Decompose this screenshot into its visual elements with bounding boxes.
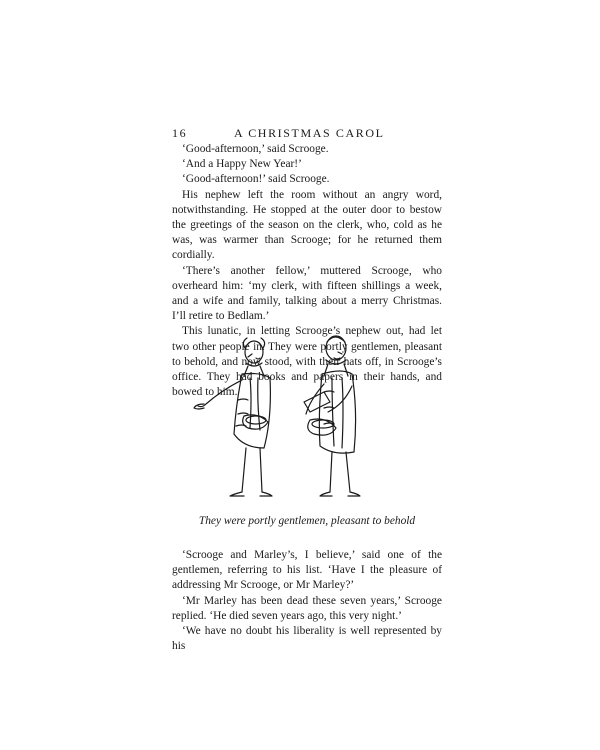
page-header: [172, 126, 442, 142]
illustration-caption: They were portly gentlemen, pleasant to behold: [198, 515, 416, 527]
body-text-bottom: [172, 548, 442, 654]
running-title: A CHRISTMAS CAROL: [234, 126, 385, 140]
paragraph: ‘Good-afternoon,’ said Scrooge.: [182, 143, 329, 155]
paragraph: ‘There’s another fellow,’ muttered Scrooge, who overheard him: ‘my clerk, with fifteen shillings a week, and a wife and family, talking about a merry Christmas. I’ll retire to Bedlam.’: [172, 264, 442, 323]
page-number: 16: [172, 126, 188, 140]
paragraph: ‘We have no doubt his liberality is well represented by his: [172, 625, 442, 653]
left-gentleman-figure: [194, 338, 272, 496]
paragraph: ‘Mr Marley has been dead these seven years,’ Scrooge replied. ‘He died seven years ago, this very night.’: [172, 594, 442, 622]
right-gentleman-figure: [304, 336, 360, 496]
paragraph: ‘Scrooge and Marley’s, I believe,’ said one of the gentlemen, referring to his list. ‘Have I the pleasure of addressing Mr Scrooge, or Mr Marley?’: [172, 549, 442, 592]
illustration-two-gentlemen: [186, 330, 426, 510]
paragraph: ‘Good-afternoon!’ said Scrooge.: [182, 173, 330, 186]
paragraph: This lunatic, in letting Scrooge’s nephew out, had let two other people in. They were portly gentlemen, pleasant to behold, and now stood, with their hats off, in Scrooge’s office. They had books and papers in their hands, and bowed to him.: [172, 325, 442, 399]
paragraph: His nephew left the room without an angry word, notwithstanding. He stopped at the outer door to bestow the greetings of the season on the clerk, who, cold as he was, was warmer than Scrooge; for he returned them cordially.: [172, 188, 442, 262]
paragraph: ‘And a Happy New Year!’: [182, 158, 302, 171]
